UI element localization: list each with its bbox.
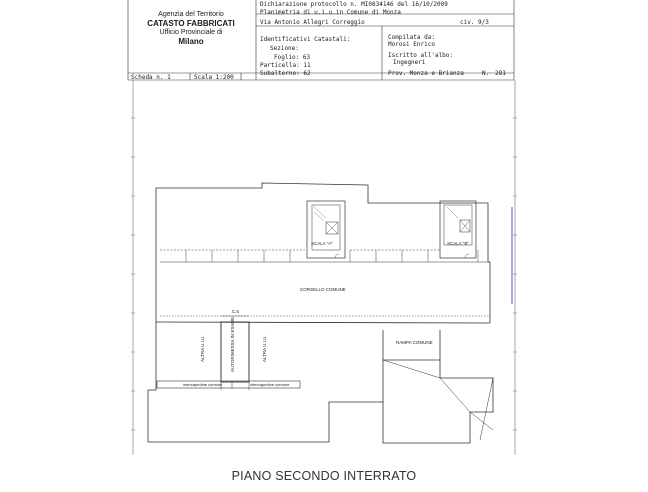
- subalterno-value: Subalterno: 62: [260, 70, 311, 77]
- sezione-label: Sezione:: [270, 45, 299, 52]
- intercapedine-left: intercapedine comune: [183, 382, 223, 387]
- provincia-label: Prov. Monza e Brianza: [388, 70, 464, 77]
- catasto-label: CATASTO FABBRICATI: [147, 19, 235, 28]
- floor-title: PIANO SECONDO INTERRATO: [231, 469, 417, 483]
- office-label: Ufficio Provinciale di: [159, 29, 223, 36]
- scala-label: Scala 1:200: [194, 74, 234, 81]
- dimension-label: C.5: [232, 309, 240, 314]
- ident-label: Identificativi Catastali:: [260, 36, 351, 43]
- building-outline: [148, 183, 493, 443]
- agency-block: [128, 10, 254, 46]
- scala-a-label: SCALA "A": [311, 241, 333, 246]
- corsello-label: CORSELLO COMUNE: [300, 287, 346, 292]
- particella-value: Particella: 11: [260, 62, 311, 69]
- foglio-value: Foglio: 63: [274, 54, 311, 61]
- rampa-label: RAMPA COMUNE: [396, 340, 433, 345]
- planimetria-line: Planimetria di u.i.u.in Comune di Monza: [260, 9, 401, 16]
- iscritto-label: Iscritto all'albo:: [388, 52, 454, 59]
- iscritto-value: Ingegneri: [393, 59, 426, 66]
- compilata-name: Morosi Enrico: [388, 41, 435, 48]
- numero-value: 281: [495, 70, 506, 77]
- scala-b-label: SCALA "B": [447, 241, 469, 246]
- compilata-label: Compilata da:: [388, 34, 435, 41]
- altra-uiu-right: ALTRA U.I.U.: [262, 335, 267, 362]
- intercapedine-right: intercapedine comune: [250, 382, 290, 387]
- agency-name: Agenzia del Territorio: [158, 11, 224, 18]
- civic-number: civ. 9/3: [460, 19, 489, 26]
- address-line: Via Antonio Allegri Correggio: [260, 19, 365, 26]
- protocol-line: Dichiarazione protocollo n. MI0834146 del 16/10/2009: [260, 1, 448, 8]
- scheda-label: Scheda n. 1: [131, 74, 171, 81]
- autorimessa-label: AUTORIMESSA IN ESAME: [230, 316, 235, 372]
- numero-label: N.: [482, 70, 490, 77]
- office-city: Milano: [178, 37, 204, 46]
- altra-uiu-left: ALTRA U.I.U.: [200, 335, 205, 362]
